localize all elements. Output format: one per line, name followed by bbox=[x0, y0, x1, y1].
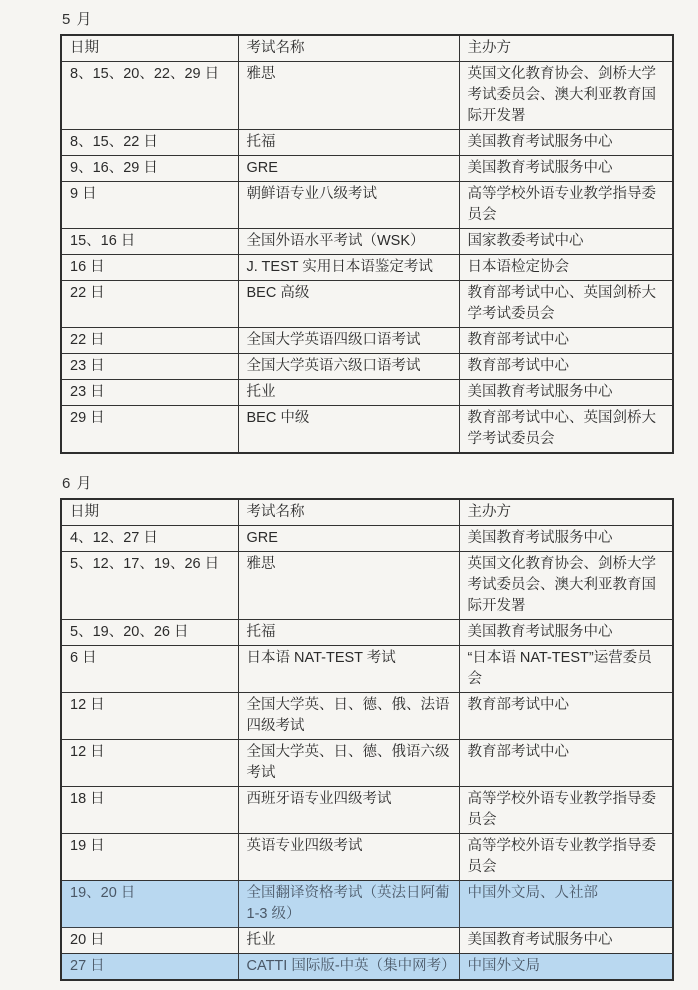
cell-organizer: 美国教育考试服务中心 bbox=[459, 526, 673, 552]
table-header-row bbox=[61, 35, 673, 62]
table-row bbox=[61, 928, 673, 954]
table-row bbox=[61, 156, 673, 182]
cell-organizer: 高等学校外语专业教学指导委员会 bbox=[459, 834, 673, 881]
june-exam-table bbox=[60, 498, 674, 981]
cell-date: 23 日 bbox=[61, 380, 238, 406]
table-row bbox=[61, 406, 673, 454]
table-row bbox=[61, 954, 673, 981]
col-header-organizer: 主办方 bbox=[459, 499, 673, 526]
cell-exam: GRE bbox=[238, 156, 459, 182]
cell-organizer: 美国教育考试服务中心 bbox=[459, 130, 673, 156]
cell-exam: 雅思 bbox=[238, 62, 459, 130]
table-row bbox=[61, 182, 673, 229]
cell-date: 9 日 bbox=[61, 182, 238, 229]
table-row bbox=[61, 552, 673, 620]
cell-organizer: 中国外文局 bbox=[459, 954, 673, 981]
cell-exam: BEC 高级 bbox=[238, 281, 459, 328]
table-row bbox=[61, 620, 673, 646]
cell-exam: 雅思 bbox=[238, 552, 459, 620]
table-row bbox=[61, 526, 673, 552]
cell-date: 22 日 bbox=[61, 328, 238, 354]
cell-organizer: 英国文化教育协会、剑桥大学考试委员会、澳大利亚教育国际开发署 bbox=[459, 62, 673, 130]
cell-exam: 全国大学英语四级口语考试 bbox=[238, 328, 459, 354]
table-row bbox=[61, 693, 673, 740]
cell-date: 19、20 日 bbox=[61, 881, 238, 928]
table-row bbox=[61, 646, 673, 693]
col-header-exam: 考试名称 bbox=[238, 499, 459, 526]
cell-organizer: 美国教育考试服务中心 bbox=[459, 380, 673, 406]
cell-date: 8、15、22 日 bbox=[61, 130, 238, 156]
cell-date: 16 日 bbox=[61, 255, 238, 281]
cell-date: 8、15、20、22、29 日 bbox=[61, 62, 238, 130]
cell-exam: 全国大学英、日、德、俄语六级考试 bbox=[238, 740, 459, 787]
cell-exam: 英语专业四级考试 bbox=[238, 834, 459, 881]
table-row bbox=[61, 354, 673, 380]
cell-exam: GRE bbox=[238, 526, 459, 552]
cell-exam: 朝鲜语专业八级考试 bbox=[238, 182, 459, 229]
cell-organizer: 美国教育考试服务中心 bbox=[459, 156, 673, 182]
cell-organizer: 中国外文局、人社部 bbox=[459, 881, 673, 928]
cell-organizer: 教育部考试中心 bbox=[459, 328, 673, 354]
table-row bbox=[61, 787, 673, 834]
cell-exam: 托业 bbox=[238, 380, 459, 406]
table-row bbox=[61, 255, 673, 281]
cell-organizer: 美国教育考试服务中心 bbox=[459, 620, 673, 646]
cell-organizer: “日本语 NAT-TEST”运营委员会 bbox=[459, 646, 673, 693]
cell-organizer: 教育部考试中心 bbox=[459, 693, 673, 740]
cell-organizer: 教育部考试中心、英国剑桥大学考试委员会 bbox=[459, 406, 673, 454]
col-header-date: 日期 bbox=[61, 499, 238, 526]
col-header-exam: 考试名称 bbox=[238, 35, 459, 62]
cell-organizer: 国家教委考试中心 bbox=[459, 229, 673, 255]
cell-organizer: 日本语检定协会 bbox=[459, 255, 673, 281]
cell-date: 22 日 bbox=[61, 281, 238, 328]
table-row bbox=[61, 281, 673, 328]
cell-organizer: 英国文化教育协会、剑桥大学考试委员会、澳大利亚教育国际开发署 bbox=[459, 552, 673, 620]
may-exam-table bbox=[60, 34, 674, 454]
month-label-june: 6 月 bbox=[62, 475, 93, 492]
cell-organizer: 教育部考试中心 bbox=[459, 354, 673, 380]
col-header-organizer: 主办方 bbox=[459, 35, 673, 62]
cell-date: 27 日 bbox=[61, 954, 238, 981]
cell-date: 9、16、29 日 bbox=[61, 156, 238, 182]
table-row bbox=[61, 229, 673, 255]
month-label-may: 5 月 bbox=[62, 11, 93, 28]
cell-date: 12 日 bbox=[61, 740, 238, 787]
cell-date: 5、12、17、19、26 日 bbox=[61, 552, 238, 620]
cell-date: 5、19、20、26 日 bbox=[61, 620, 238, 646]
may-section bbox=[0, 0, 698, 454]
cell-exam: 全国外语水平考试（WSK） bbox=[238, 229, 459, 255]
cell-date: 23 日 bbox=[61, 354, 238, 380]
table-row bbox=[61, 130, 673, 156]
cell-exam: CATTI 国际版-中英（集中网考） bbox=[238, 954, 459, 981]
table-row bbox=[61, 740, 673, 787]
cell-exam: J. TEST 实用日本语鉴定考试 bbox=[238, 255, 459, 281]
cell-date: 19 日 bbox=[61, 834, 238, 881]
cell-date: 15、16 日 bbox=[61, 229, 238, 255]
cell-exam: 日本语 NAT-TEST 考试 bbox=[238, 646, 459, 693]
cell-exam: 托福 bbox=[238, 130, 459, 156]
cell-exam: 全国大学英语六级口语考试 bbox=[238, 354, 459, 380]
cell-organizer: 高等学校外语专业教学指导委员会 bbox=[459, 787, 673, 834]
table-row bbox=[61, 881, 673, 928]
cell-exam: 全国翻译资格考试（英法日阿葡 1-3 级） bbox=[238, 881, 459, 928]
table-header-row bbox=[61, 499, 673, 526]
table-row bbox=[61, 62, 673, 130]
table-row bbox=[61, 834, 673, 881]
col-header-date: 日期 bbox=[61, 35, 238, 62]
cell-organizer: 教育部考试中心 bbox=[459, 740, 673, 787]
cell-exam: 托业 bbox=[238, 928, 459, 954]
cell-date: 18 日 bbox=[61, 787, 238, 834]
cell-date: 20 日 bbox=[61, 928, 238, 954]
table-row bbox=[61, 328, 673, 354]
june-section bbox=[0, 454, 698, 981]
cell-date: 6 日 bbox=[61, 646, 238, 693]
cell-organizer: 高等学校外语专业教学指导委员会 bbox=[459, 182, 673, 229]
cell-exam: BEC 中级 bbox=[238, 406, 459, 454]
cell-organizer: 教育部考试中心、英国剑桥大学考试委员会 bbox=[459, 281, 673, 328]
cell-organizer: 美国教育考试服务中心 bbox=[459, 928, 673, 954]
cell-exam: 托福 bbox=[238, 620, 459, 646]
cell-date: 4、12、27 日 bbox=[61, 526, 238, 552]
cell-date: 12 日 bbox=[61, 693, 238, 740]
cell-exam: 全国大学英、日、德、俄、法语四级考试 bbox=[238, 693, 459, 740]
table-row bbox=[61, 380, 673, 406]
cell-exam: 西班牙语专业四级考试 bbox=[238, 787, 459, 834]
cell-date: 29 日 bbox=[61, 406, 238, 454]
